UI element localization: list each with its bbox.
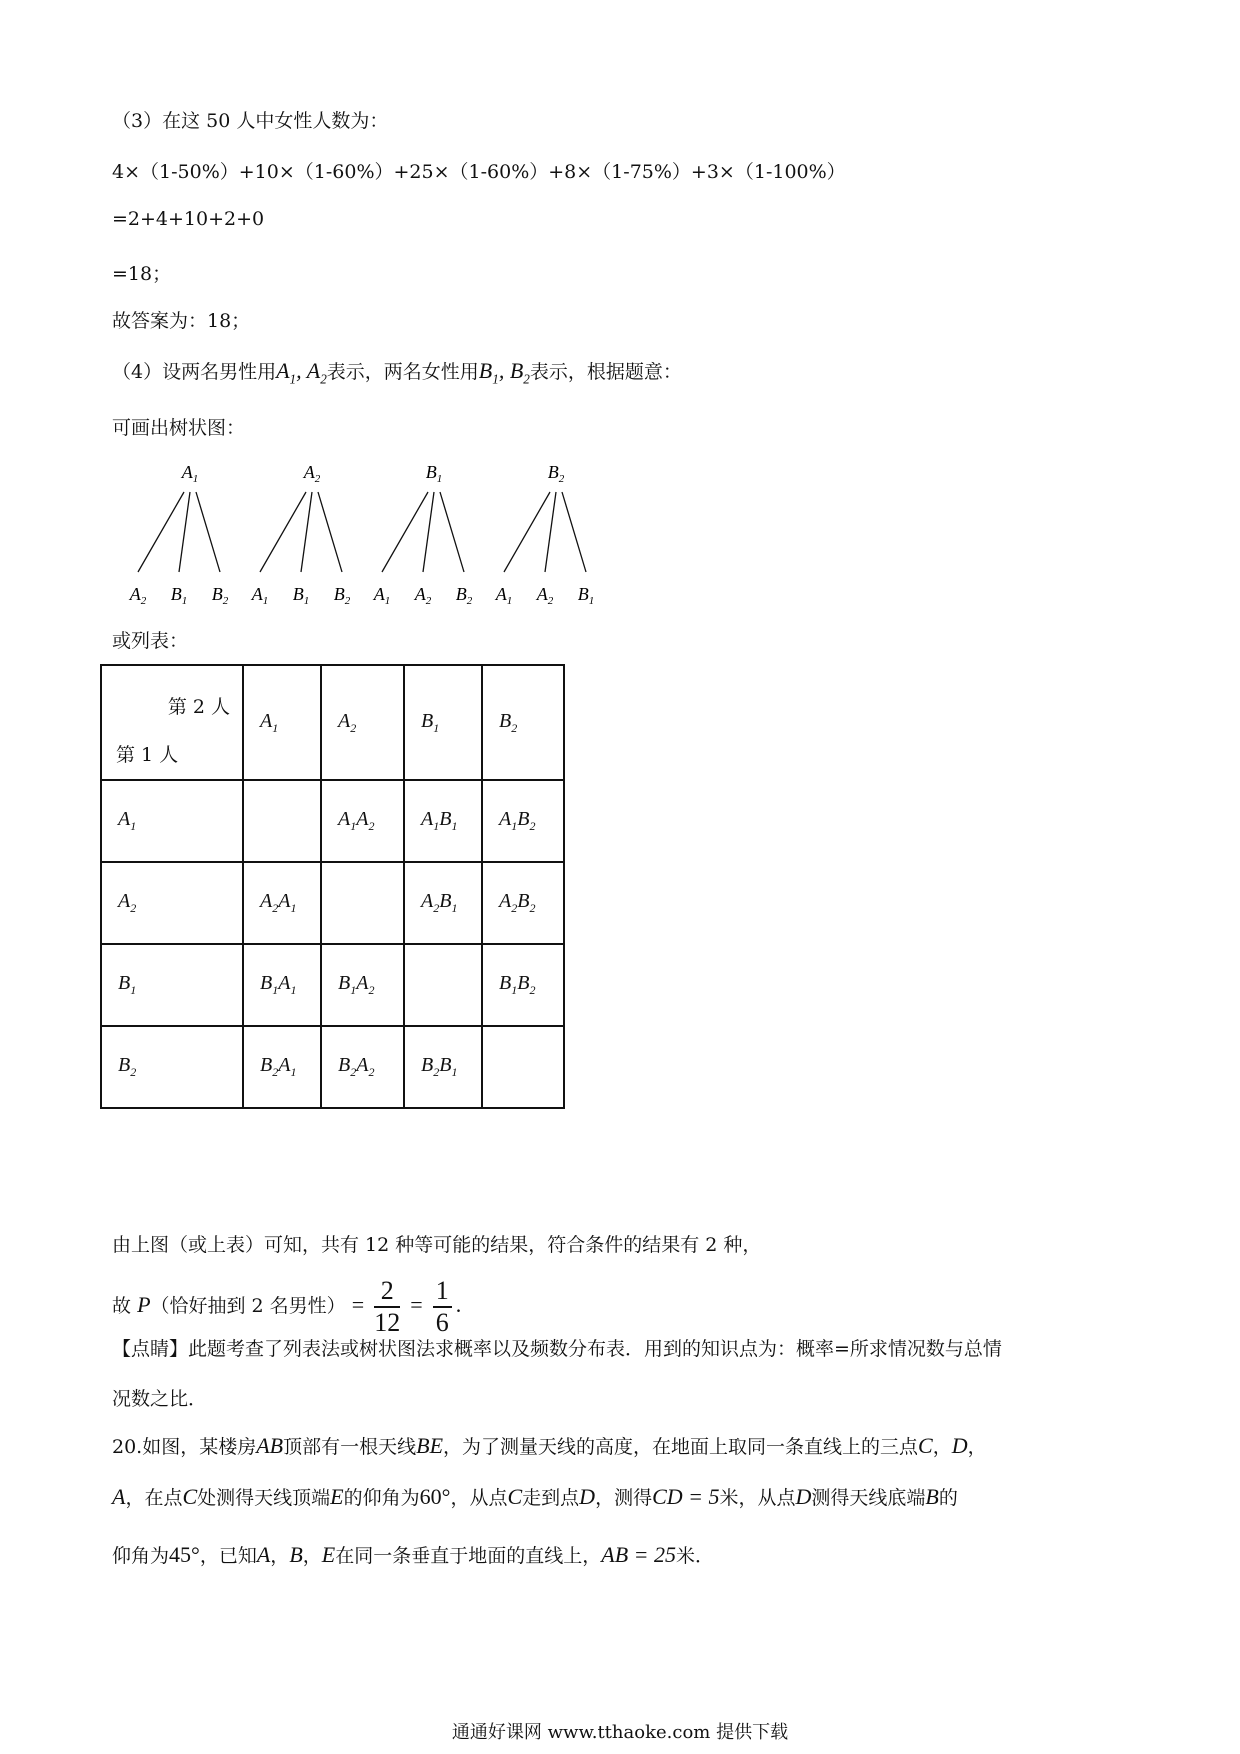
tree-leaf-node: $B_1$	[292, 584, 310, 607]
table-cell: $A_2B_1$	[404, 862, 482, 944]
header-first-person: 第 1 人	[116, 744, 179, 766]
table-cell: $A_1B_1$	[404, 780, 482, 862]
table-header-corner	[101, 665, 243, 780]
tree-branch	[423, 492, 434, 572]
text-fragment: 测得天线底端	[811, 1487, 926, 1509]
table-cell	[321, 862, 404, 944]
text-line: 20.如图，某楼房AB顶部有一根天线BE，为了测量天线的高度，在地面上取同一条直线上的三点C，D，	[112, 1433, 987, 1458]
text-fragment: ，为了测量天线的高度，在地面上取同一条直线上的三点	[443, 1436, 919, 1458]
text-line: 由上图（或上表）可知，共有 12 种等可能的结果，符合条件的结果有 2 种，	[112, 1234, 762, 1256]
table-column-header: $A_2$	[321, 665, 404, 780]
text-line: 4×（1-50%）+10×（1-60%）+25×（1-60%）+8×（1-75%）+3×（1-100%）	[112, 161, 846, 183]
text-fragment: 顶部有一根天线	[283, 1436, 417, 1458]
header-second-person: 第 2 人	[167, 696, 230, 718]
fraction	[433, 1276, 452, 1338]
table-cell: $B_2B_1$	[404, 1026, 482, 1108]
text-line: =2+4+10+2+0	[112, 208, 265, 230]
symbol: E	[330, 1484, 344, 1509]
symbol: A	[112, 1484, 126, 1509]
symbol: C	[918, 1433, 933, 1458]
tree-branch	[545, 492, 556, 572]
symbol: E	[321, 1542, 336, 1567]
tree-diagram	[0, 0, 1240, 640]
tree-root-node: $B_1$	[425, 462, 443, 485]
text-fragment: 的仰角为	[343, 1487, 420, 1509]
tree-leaf-node: $B_1$	[577, 584, 595, 607]
tree-root-node: $A_2$	[303, 462, 321, 485]
tree-root-node: $B_2$	[547, 462, 565, 485]
tree-leaf-node: $B_1$	[170, 584, 188, 607]
text-fragment: 表示，两名女性用	[326, 361, 479, 383]
tree-leaf-node: $B_2$	[211, 584, 229, 607]
table-cell	[482, 1026, 564, 1108]
numerator: 1	[433, 1276, 452, 1308]
tree-branch	[138, 492, 184, 572]
tree-root-node: $A_1$	[181, 462, 199, 485]
text-fragment: 故	[112, 1295, 132, 1317]
text-line: 可画出树状图：	[112, 417, 246, 439]
tree-branch	[179, 492, 190, 572]
text-line	[112, 1483, 958, 1510]
angle-value: 45°	[169, 1542, 200, 1567]
tree-leaf-node: $B_2$	[455, 584, 473, 607]
symbol-b1-b2: $B_1$, $B_2$	[478, 358, 530, 387]
table-column-header: $A_1$	[243, 665, 321, 780]
table-row-header: $B_2$	[101, 1026, 243, 1108]
text-line: 故答案为：18；	[112, 310, 251, 332]
tree-leaf-node: $A_1$	[495, 584, 513, 607]
table-column-header: $B_2$	[482, 665, 564, 780]
text-fragment: 处测得天线顶端	[197, 1487, 331, 1509]
numerator: 2	[374, 1276, 400, 1308]
text-fragment: 表示，根据题意：	[529, 361, 682, 383]
angle-value: 60°	[419, 1484, 451, 1509]
tree-branch	[440, 492, 464, 572]
text-line: 或列表：	[112, 630, 189, 652]
text-fragment: 米，从点	[719, 1487, 796, 1509]
equals-sign: =	[351, 1292, 365, 1317]
tree-branch	[196, 492, 220, 572]
text-fragment: （恰好抽到 2 名男性）	[150, 1295, 346, 1317]
symbol-a1-a2: $A_1$, $A_2$	[276, 358, 327, 387]
table-cell: $B_1A_2$	[321, 944, 404, 1026]
table-cell: $B_1A_1$	[243, 944, 321, 1026]
outcome-table	[100, 664, 565, 1109]
text-line	[112, 1276, 461, 1338]
equals-sign: =	[410, 1292, 423, 1317]
table-cell	[243, 780, 321, 862]
tree-leaf-node: $B_2$	[333, 584, 351, 607]
text-line: 仰角为45°，已知A，B，E在同一条垂直于地面的直线上，AB = 25米．	[112, 1542, 714, 1567]
tree-branch	[301, 492, 312, 572]
tree-branch	[318, 492, 342, 572]
symbol: C	[182, 1484, 198, 1509]
tree-branch	[260, 492, 306, 572]
table-cell: $A_2A_1$	[243, 862, 321, 944]
symbol: D	[579, 1484, 596, 1509]
symbol-p: P	[137, 1292, 151, 1317]
text-fragment: 仰角为	[112, 1545, 170, 1567]
text-line: 况数之比．	[112, 1388, 208, 1410]
tree-branch	[382, 492, 428, 572]
text-fragment: ，从点	[450, 1487, 508, 1509]
text-line: 【点睛】此题考查了列表法或树状图法求概率以及频数分布表．用到的知识点为：概率=所求情况数与总情	[112, 1338, 1002, 1360]
text-fragment: 走到点	[522, 1487, 580, 1509]
tree-leaf-node: $A_2$	[414, 584, 432, 607]
text-fragment: 的	[938, 1487, 958, 1509]
text-fragment: 米．	[675, 1545, 714, 1567]
symbol: D	[795, 1484, 812, 1509]
table-cell: $A_2B_2$	[482, 862, 564, 944]
symbol: AB = 25	[601, 1542, 676, 1567]
symbol: B	[289, 1542, 303, 1567]
fraction	[374, 1276, 400, 1338]
page-footer: 通通好课网 www.tthaoke.com 提供下载	[451, 1722, 789, 1743]
denominator: 12	[374, 1308, 401, 1337]
tree-leaf-node: $A_2$	[129, 584, 147, 607]
text-fragment: ，已知	[199, 1545, 257, 1567]
symbol: AB	[256, 1433, 284, 1458]
text-fragment: （4）设两名男性用	[112, 361, 277, 383]
symbol: B	[925, 1484, 939, 1509]
table-column-header: $B_1$	[404, 665, 482, 780]
text-line: =18；	[112, 263, 172, 285]
tree-leaf-node: $A_1$	[251, 584, 269, 607]
symbol: CD = 5	[652, 1484, 720, 1509]
text-fragment: 在同一条垂直于地面的直线上，	[335, 1545, 602, 1567]
text-fragment: ，测得	[595, 1487, 653, 1509]
tree-branch	[562, 492, 586, 572]
table-cell: $B_2A_1$	[243, 1026, 321, 1108]
period: .	[455, 1292, 462, 1317]
symbol: BE	[416, 1433, 444, 1458]
table-cell: $A_1B_2$	[482, 780, 564, 862]
tree-branch	[504, 492, 550, 572]
text-line: （3）在这 50 人中女性人数为：	[112, 110, 389, 132]
denominator: 6	[435, 1308, 449, 1337]
table-cell: $B_2A_2$	[321, 1026, 404, 1108]
tree-leaf-node: $A_2$	[536, 584, 554, 607]
table-row-header: $A_1$	[101, 780, 243, 862]
table-row-header: $B_1$	[101, 944, 243, 1026]
symbol: C	[507, 1484, 523, 1509]
table-cell: $A_1A_2$	[321, 780, 404, 862]
text-fragment: ，在点	[125, 1487, 183, 1509]
symbol: D	[951, 1433, 968, 1458]
text-fragment: 20.如图，某楼房	[112, 1436, 257, 1458]
table-cell	[404, 944, 482, 1026]
symbol: A	[256, 1542, 271, 1567]
table-row-header: $A_2$	[101, 862, 243, 944]
tree-leaf-node: $A_1$	[373, 584, 391, 607]
table-cell: $B_1B_2$	[482, 944, 564, 1026]
